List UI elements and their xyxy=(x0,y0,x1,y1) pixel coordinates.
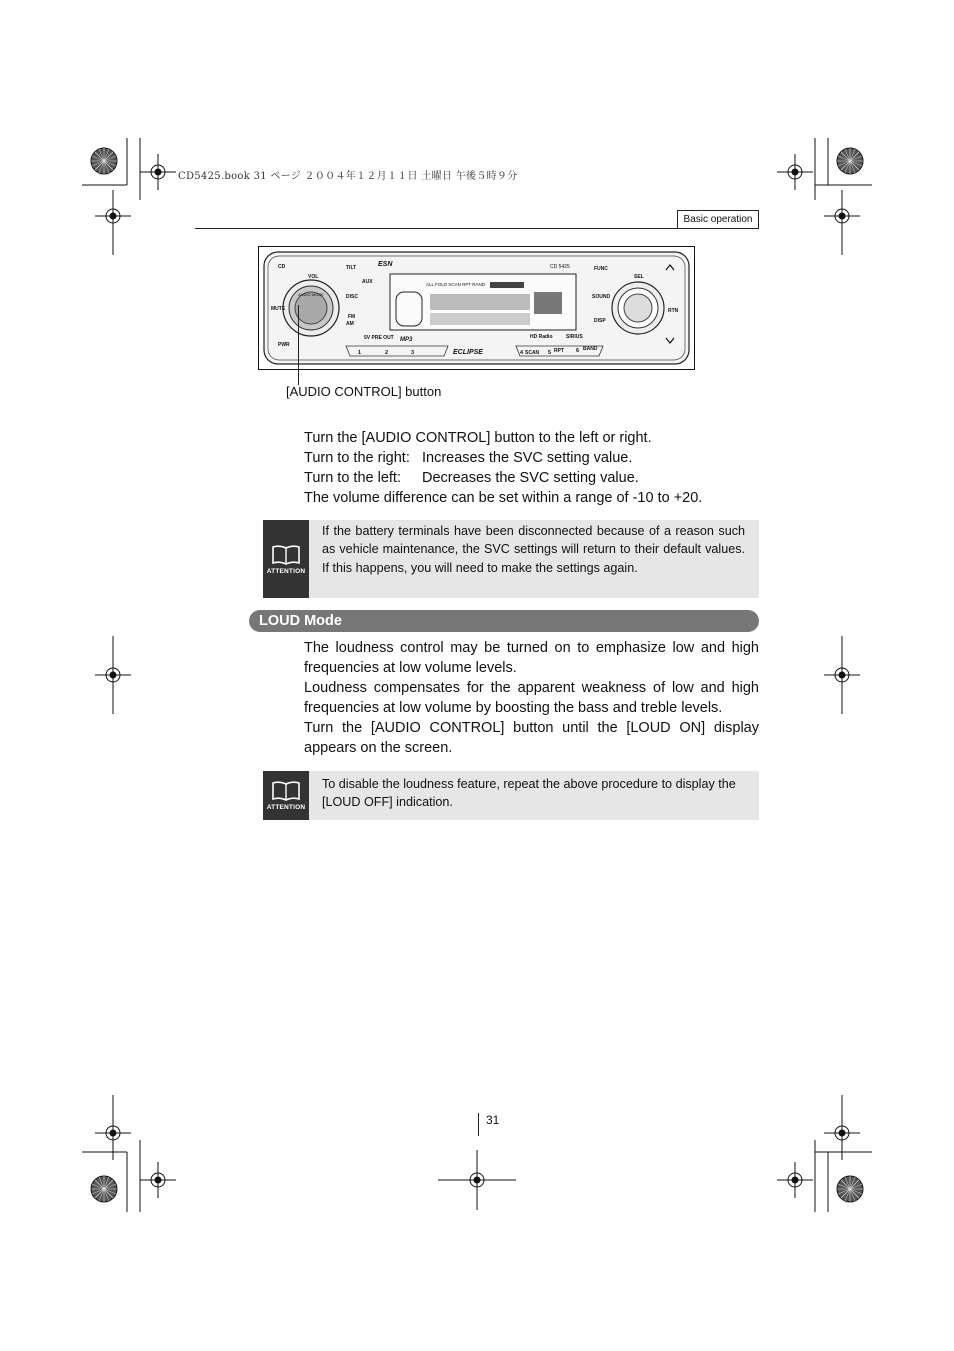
svg-text:AUX: AUX xyxy=(362,279,373,285)
book-icon xyxy=(271,780,301,802)
pre-out-label: 5V PRE OUT xyxy=(364,335,394,341)
preset-4: 4 xyxy=(520,350,524,356)
attention-note-text: If the battery terminals have been disconnected because of a reason such as vehicle maintenance, the SVC settings will return to their default values. If this happens, you will need to make the settings again. xyxy=(322,524,745,575)
svg-text:RPT: RPT xyxy=(554,348,564,354)
esn-logo: ESN xyxy=(378,261,393,268)
knob-label: AUDIO MODE xyxy=(298,292,324,297)
svg-text:FUNC: FUNC xyxy=(594,266,608,272)
page-number-rule xyxy=(478,1113,479,1136)
model-name: CD 5425 xyxy=(550,264,570,270)
svg-text:SEL: SEL xyxy=(634,274,644,280)
svc-left-label: Turn to the left: xyxy=(304,470,401,486)
svg-text:SOUND: SOUND xyxy=(592,294,611,300)
display-indicators: ALL FOLD SCAN RPT RAND xyxy=(426,282,486,287)
book-icon xyxy=(271,544,301,566)
loud-paragraph-3: Turn the [AUDIO CONTROL] button until the [LOUD ON] display appears on the screen. xyxy=(304,720,759,756)
svc-left-line xyxy=(304,468,764,488)
svg-text:BAND: BAND xyxy=(583,346,598,352)
loud-paragraph-2: Loudness compensates for the apparent weakness of low and high frequencies at low volume by boosting the bass and treble levels. xyxy=(304,680,759,716)
svc-line-1: Turn the [AUDIO CONTROL] button to the left or right. xyxy=(304,430,652,446)
callout-line xyxy=(298,305,299,385)
svg-text:VOL: VOL xyxy=(308,274,319,280)
svg-text:TILT: TILT xyxy=(346,265,357,271)
svc-right-line xyxy=(304,448,764,468)
loud-mode-heading: LOUD Mode xyxy=(249,610,759,632)
registration-star-mark xyxy=(837,1176,863,1202)
hd-radio-logo: HD Radio xyxy=(530,334,553,340)
svg-text:AM: AM xyxy=(346,321,354,327)
loud-paragraph-1: The loudness control may be turned on to emphasize low and high frequencies at low volume levels. xyxy=(304,640,759,676)
svc-left-desc: Decreases the SVC setting value. xyxy=(422,470,639,486)
attention-label: ATTENTION xyxy=(266,567,306,575)
page-number: 31 xyxy=(486,1113,500,1127)
attention-note xyxy=(263,771,759,820)
registration-mark xyxy=(777,1162,813,1198)
section-tab: Basic operation xyxy=(677,210,759,228)
header-rule xyxy=(195,228,759,229)
svg-text:DISC: DISC xyxy=(346,294,358,300)
attention-note-text: To disable the loudness feature, repeat the above procedure to display the [LOUD OFF] indication. xyxy=(322,777,736,810)
svc-line-4: The volume difference can be set within a range of -10 to +20. xyxy=(304,490,703,506)
svg-text:CD: CD xyxy=(278,264,286,270)
preset-2: 2 xyxy=(385,350,389,356)
svg-text:DISP: DISP xyxy=(594,318,606,324)
svc-right-desc: Increases the SVC setting value. xyxy=(422,450,633,466)
loud-mode-body xyxy=(304,638,759,758)
registration-mark xyxy=(777,154,813,190)
preset-5: 5 xyxy=(548,350,552,356)
preset-1: 1 xyxy=(358,350,362,356)
attention-icon-panel xyxy=(263,771,309,820)
svg-text:SCAN: SCAN xyxy=(525,350,540,356)
svc-instructions xyxy=(304,428,764,508)
registration-mark xyxy=(140,154,176,190)
svc-right-label: Turn to the right: xyxy=(304,450,410,466)
attention-note xyxy=(263,520,759,598)
svg-text:RTN: RTN xyxy=(668,308,679,314)
print-info: CD5425.book 31 ページ ２００４年１２月１１日 土曜日 午後５時９分 xyxy=(178,171,518,182)
eclipse-logo: ECLIPSE xyxy=(453,349,483,356)
svg-text:PWR: PWR xyxy=(278,342,290,348)
svg-text:FM: FM xyxy=(348,314,356,320)
registration-star-mark xyxy=(91,1176,117,1202)
preset-3: 3 xyxy=(411,350,415,356)
callout-label: [AUDIO CONTROL] button xyxy=(286,384,442,399)
attention-icon-panel xyxy=(263,520,309,598)
registration-star-mark xyxy=(91,148,117,174)
registration-mark xyxy=(140,1162,176,1198)
preset-6: 6 xyxy=(576,348,580,354)
attention-label: ATTENTION xyxy=(266,804,306,811)
mp3-logo: MP3 xyxy=(400,337,413,343)
registration-star-mark xyxy=(837,148,863,174)
sirius-logo: SIRIUS xyxy=(566,334,583,340)
head-unit-illustration xyxy=(258,246,695,370)
svg-text:MUTE: MUTE xyxy=(271,306,286,312)
